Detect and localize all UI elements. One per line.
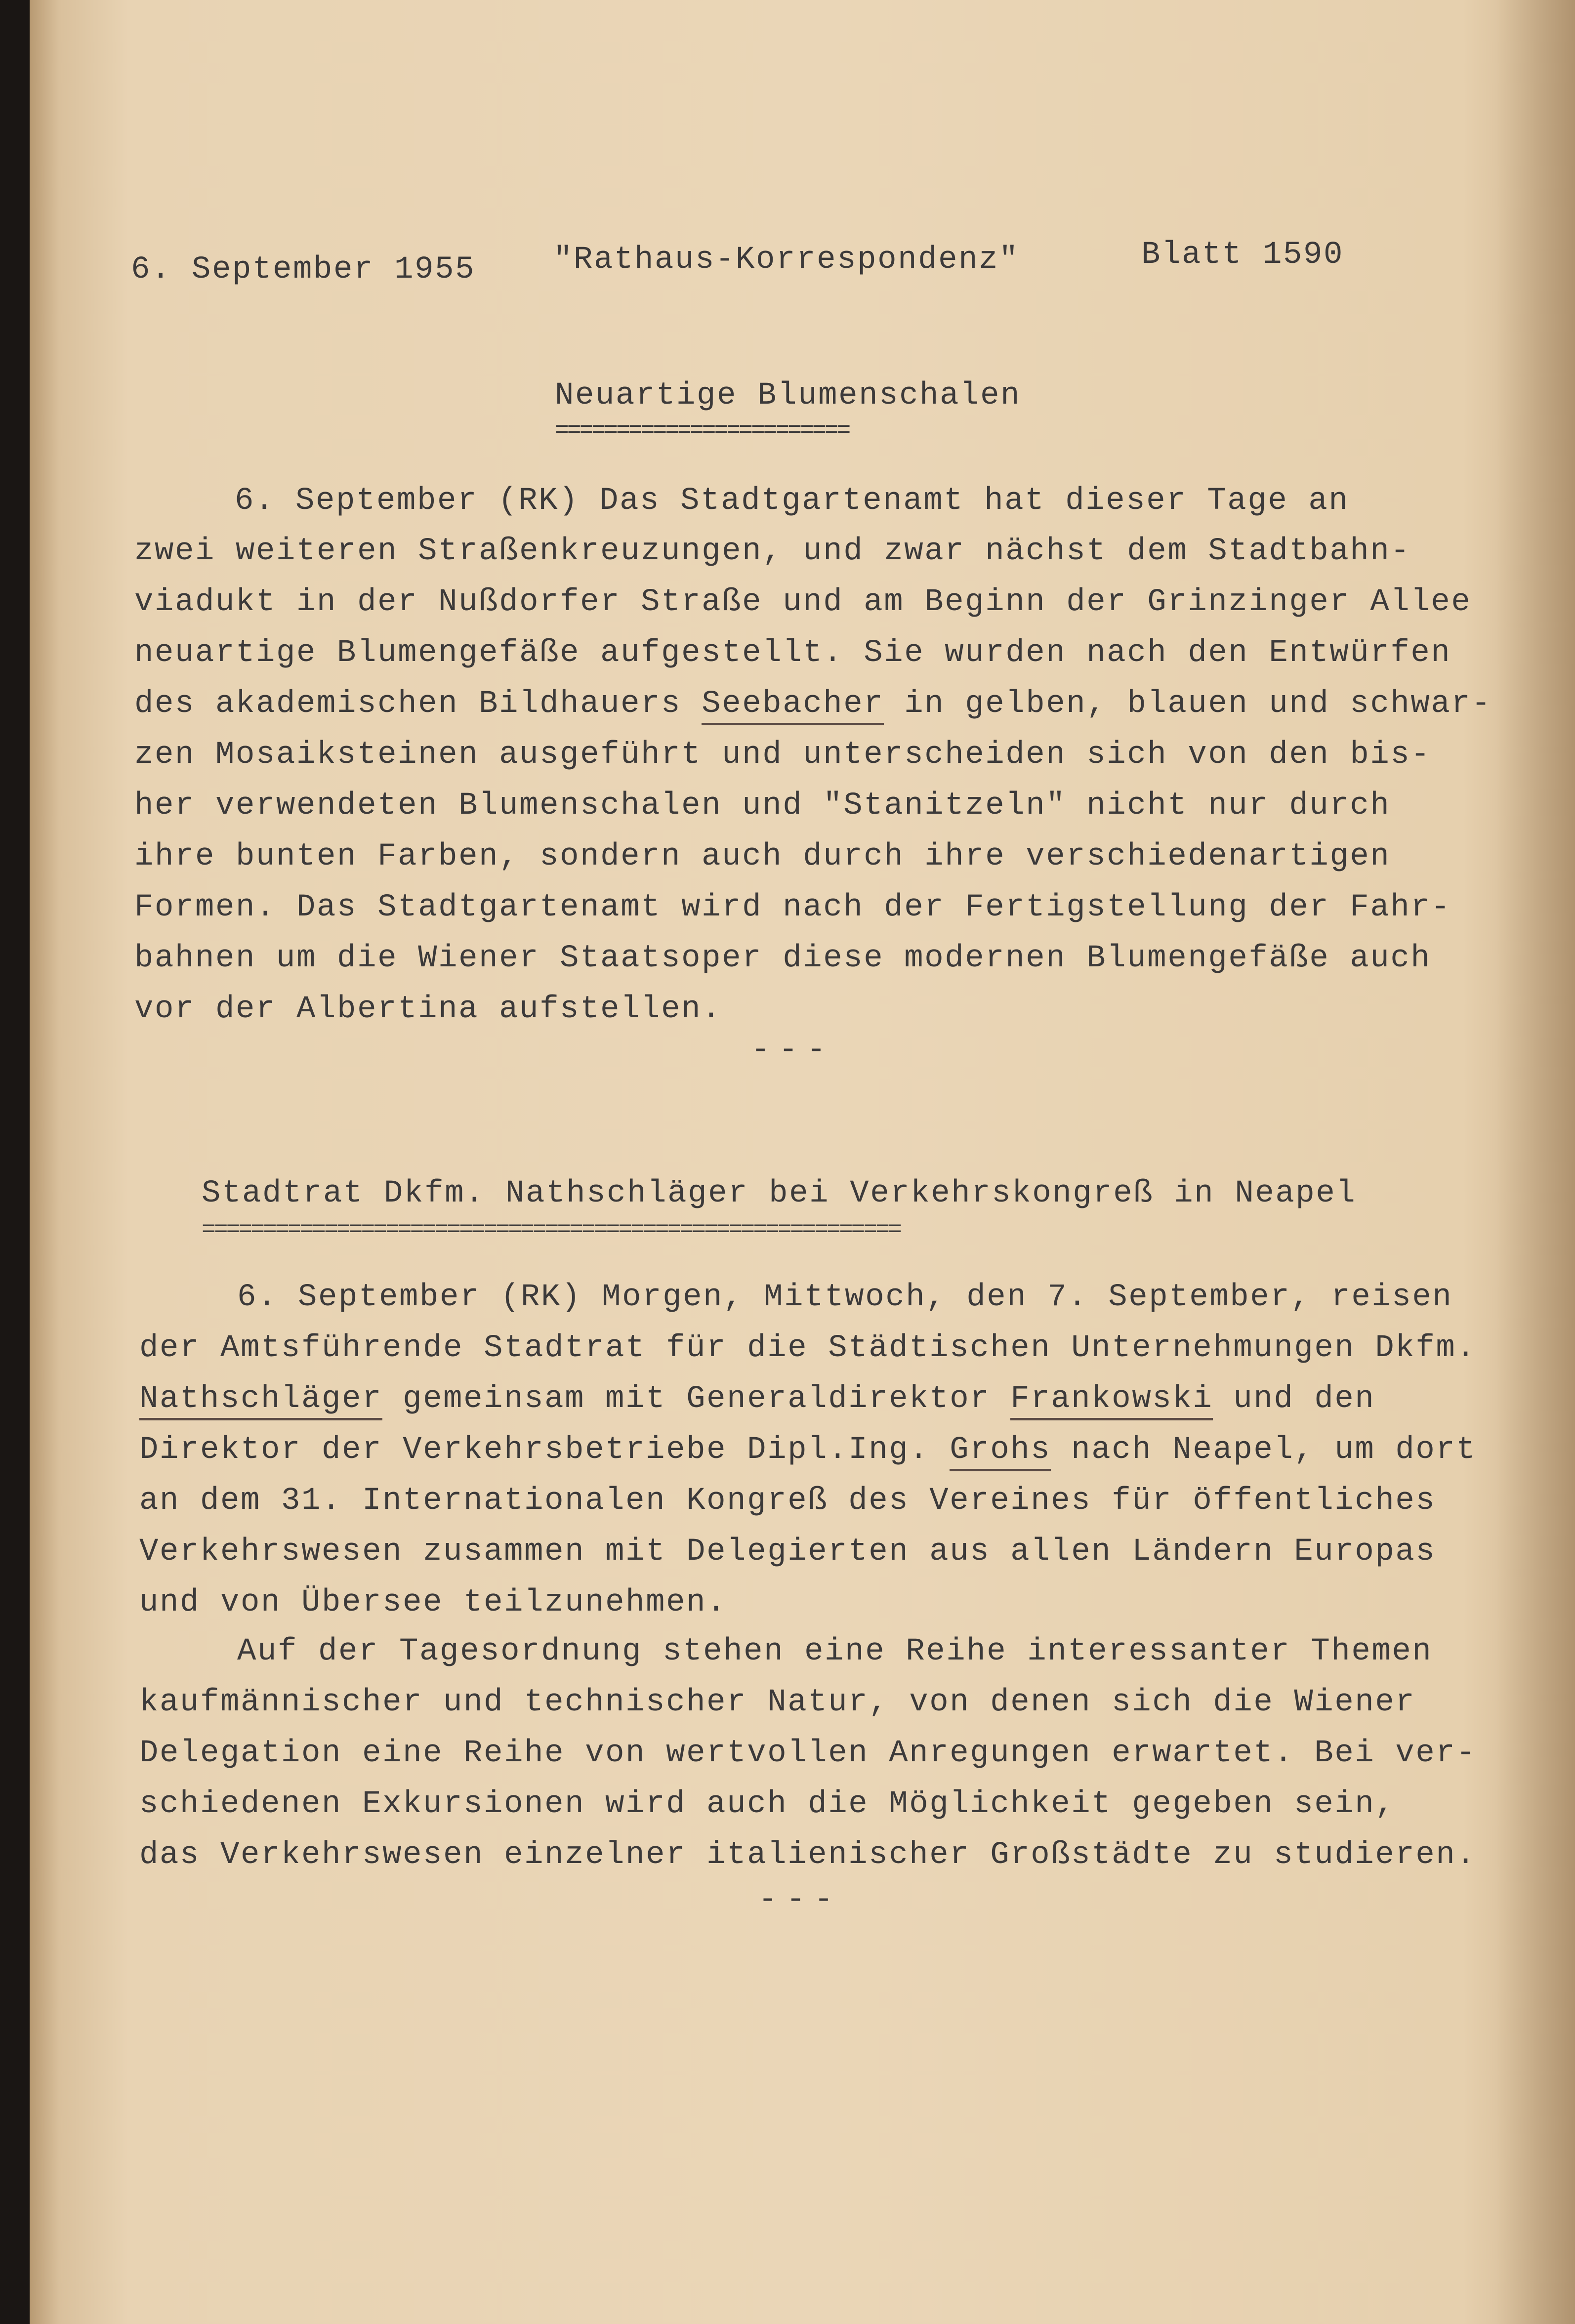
article2-line: der Amtsführende Stadtrat für die Städtischen Unternehmungen Dkfm.: [139, 1330, 1477, 1366]
article2-line: schiedenen Exkursionen wird auch die Möglichkeit gegeben sein,: [139, 1786, 1396, 1822]
article2-title: Stadtrat Dkfm. Nathschläger bei Verkehrskongreß in Neapel: [202, 1176, 1357, 1211]
article1-line: vor der Albertina aufstellen.: [134, 992, 722, 1027]
line-text: gemeinsam mit Generaldirektor: [382, 1381, 1011, 1417]
line-text: in gelben, blauen und schwar-: [884, 686, 1492, 722]
article2-line: an dem 31. Internationalen Kongreß des Vereines für öffentliches: [139, 1483, 1436, 1519]
header-sheet: Blatt 1590: [1141, 237, 1344, 273]
name-nathschlaeger: Nathschläger: [139, 1381, 382, 1420]
article1-line: neuartige Blumengefäße aufgestellt. Sie wurden nach den Entwürfen: [134, 635, 1451, 671]
article2-line: und von Übersee teilzunehmen.: [139, 1585, 727, 1620]
article1-separator: ---: [751, 1033, 835, 1068]
article1-title: Neuartige Blumenschalen: [555, 378, 1021, 414]
line-text: nach Neapel, um dort: [1051, 1432, 1477, 1468]
article2-line: [139, 1432, 1476, 1468]
document-page: [30, 0, 1575, 2324]
article1-title-rule: ========================: [555, 421, 849, 441]
name-grohs: Grohs: [950, 1432, 1051, 1471]
line-text: und den: [1213, 1381, 1375, 1417]
article2-line: Delegation eine Reihe von wertvollen Anregungen erwartet. Bei ver-: [139, 1736, 1477, 1771]
article2-line: Auf der Tagesordnung stehen eine Reihe interessanter Themen: [237, 1634, 1433, 1669]
article2-line: kaufmännischer und technischer Natur, von denen sich die Wiener: [139, 1685, 1416, 1720]
article2-line: Verkehrswesen zusammen mit Delegierten aus allen Ländern Europas: [139, 1534, 1436, 1570]
article1-line: zwei weiteren Straßenkreuzungen, und zwar nächst dem Stadtbahn-: [134, 534, 1411, 569]
header-date: 6. September 1955: [131, 252, 476, 288]
article1-line: Formen. Das Stadtgartenamt wird nach der Fertigstellung der Fahr-: [134, 890, 1451, 925]
article2-line: [139, 1381, 1375, 1417]
line-text: Direktor der Verkehrsbetriebe Dipl.Ing.: [139, 1432, 950, 1468]
article2-title-rule: =========================================================: [202, 1220, 900, 1240]
article1-line: [134, 686, 1492, 722]
article1-line: zen Mosaiksteinen ausgeführt und unterscheiden sich von den bis-: [134, 737, 1431, 773]
name-seebacher: Seebacher: [702, 686, 884, 725]
article1-line: bahnen um die Wiener Staatsoper diese modernen Blumengefäße auch: [134, 941, 1431, 976]
article1-line: 6. September (RK) Das Stadtgartenamt hat dieser Tage an: [235, 483, 1349, 519]
name-frankowski: Frankowski: [1010, 1381, 1213, 1420]
article2-separator: ---: [758, 1882, 842, 1918]
line-text: des akademischen Bildhauers: [134, 686, 702, 722]
article2-line: 6. September (RK) Morgen, Mittwoch, den 7. September, reisen: [237, 1280, 1453, 1315]
article1-line: her verwendeten Blumenschalen und "Stanitzeln" nicht nur durch: [134, 788, 1391, 824]
article1-line: ihre bunten Farben, sondern auch durch ihre verschiedenartigen: [134, 839, 1391, 874]
header-publication: "Rathaus-Korrespondenz": [553, 242, 1020, 278]
article2-line: das Verkehrswesen einzelner italienischer Großstädte zu studieren.: [139, 1837, 1477, 1873]
article1-line: viadukt in der Nußdorfer Straße und am Beginn der Grinzinger Allee: [134, 584, 1472, 620]
